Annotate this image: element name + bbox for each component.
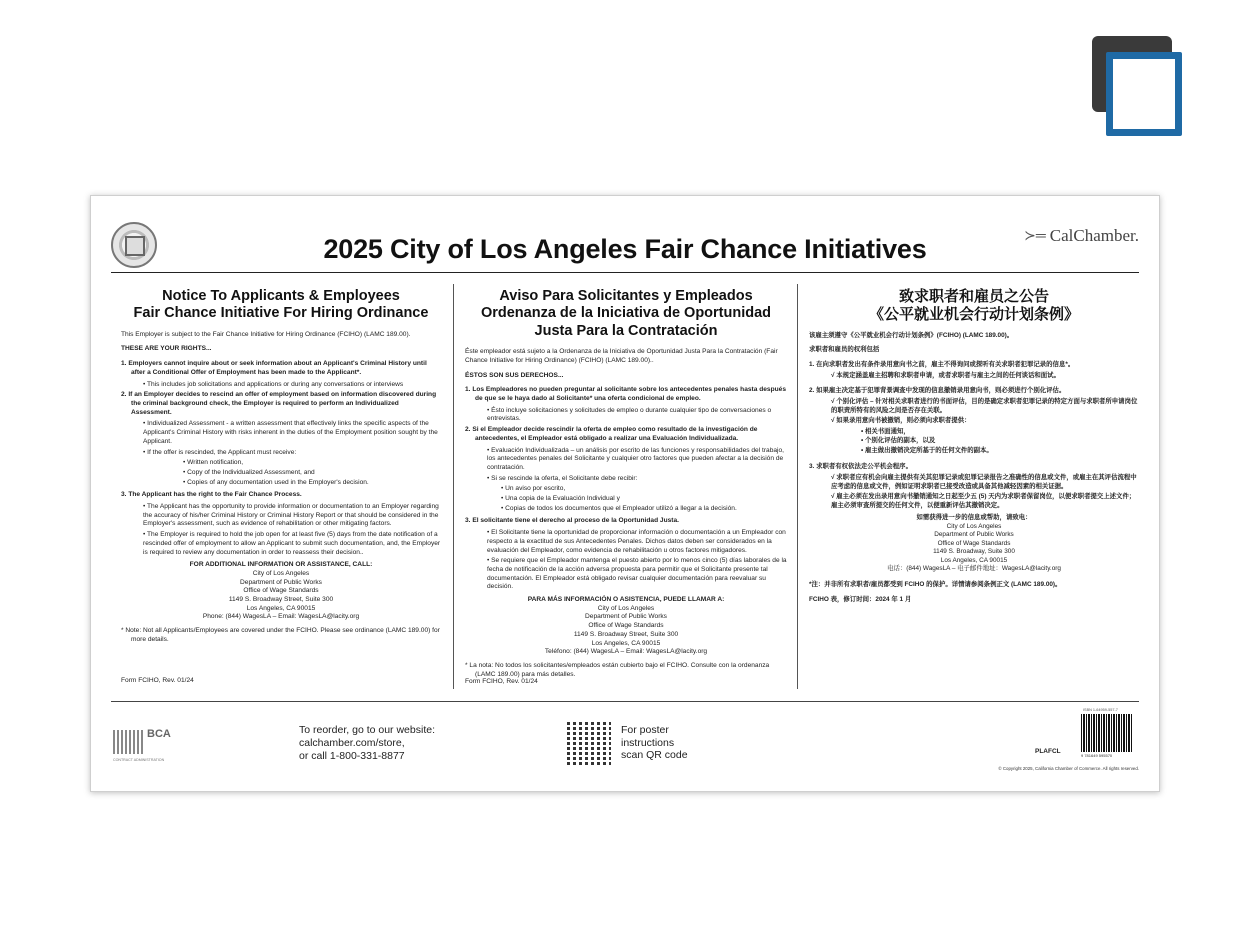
header-rule (111, 272, 1139, 273)
right-2b3: • Copies of any documentation used in the Employer's decision. (183, 478, 369, 486)
barcode-number: 9 781649 595570 (1081, 753, 1113, 758)
contact-line: 1149 S. Broadway, Suite 300 (933, 548, 1015, 556)
right-1: 1. Los Empleadores no pueden preguntar al solicitante sobre los antecedentes penales hasta después de que se le haya dado al Solicitante* una oferta condicional de empleo. (465, 386, 786, 402)
note: * Note: Not all Applicants/Employees are covered under the FCIHO. Please see ordinance (LAMC 189.00) for more details. (121, 627, 440, 643)
chinese-notice (809, 288, 1139, 688)
reorder-line: or call 1-800-331-8877 (299, 750, 405, 763)
calchamber-logo (1024, 226, 1139, 246)
intro: 该雇主须遵守《公平就业机会行动计划条例》(FCIHO) (LAMC 189.00)。 (809, 332, 1014, 339)
right-3: 3. The Applicant has the right to the Fair Chance Process. (121, 491, 302, 499)
right-2b2: • Una copia de la Evaluación Individual y (501, 495, 620, 503)
contact-line: Los Angeles, CA 90015 (591, 639, 661, 647)
product-code: PLAFCL (1035, 748, 1061, 755)
right-1a: • This includes job solicitations and applications or during any conversations or interviews (143, 380, 404, 388)
right-3: 3. El solicitante tiene el derecho al proceso de la Oportunidad Justa. (465, 517, 679, 525)
right-1a: • Ésto incluye solicitaciones y solicitudes de empleo o durante cualquier tipo de conversaciones o entrevistas. (487, 406, 772, 423)
bird-icon: ≻═ (1024, 228, 1046, 244)
contact-line: City of Los Angeles (597, 604, 655, 612)
note: * La nota: No todos los solicitantes/empleados están cubierto bajo el FCIHO. Consulte con la ordenanza (LAMC 189.00) para más detalles. (465, 661, 770, 678)
contact-line: Teléfono: (844) WagesLA – Email: WagesLA@lacity.org (544, 648, 708, 656)
right-2b: √ 如果录用意向书被撤销，则必须向求职者提供： (831, 417, 971, 425)
right-1a: √ 本规定涵盖雇主招聘和求职者申请，或者求职者与雇主之间的任何谈话和面试。 (831, 372, 1060, 380)
form-number: FCIHO 表，修订时间：2024 年 1 月 (809, 595, 912, 603)
spanish-title: Aviso Para Solicitantes y Empleados Ordenanza de la Iniciativa de Oportunidad Justa Para la Contratación (480, 288, 772, 339)
right-2a: √ 个别化评估 – 针对相关求职者进行的书面评估，目的是确定求职者犯罪记录的特定方面与求职者所申请岗位的职责所特有的风险之间是否存在关联。 (831, 398, 1138, 414)
contact-line: Department of Public Works (934, 531, 1014, 539)
right-2b2: • 个别化评估的副本，以及 (861, 437, 936, 445)
contact-line: 1149 S. Broadway Street, Suite 300 (573, 630, 679, 638)
right-2: 2. 如果雇主决定基于犯罪背景调查中发现的信息撤销录用意向书，则必须进行个别化评估。 (809, 386, 1066, 394)
poster-title: 2025 City of Los Angeles Fair Chance Initiatives (323, 234, 927, 264)
bca-building-icon (113, 730, 143, 754)
reorder-line: To reorder, go to our website: (299, 724, 435, 736)
right-2b3: • 雇主做出撤销决定所基于的任何文件的副本。 (861, 446, 993, 454)
qr-code-icon (567, 721, 611, 765)
right-3: 3. 求职者有权依法走公平机会程序。 (809, 462, 912, 470)
right-2: 2. If an Employer decides to rescind an offer of employment based on information discovered during the criminal background check, the Employer is required to perform an Individualized Assessment. (121, 391, 437, 416)
english-notice (121, 288, 441, 688)
barcode-icon (1081, 714, 1133, 752)
rights-heading: ÉSTOS SON SUS DERECHOS... (465, 371, 564, 379)
reorder-line: calchamber.com/store, (299, 737, 405, 750)
right-2b1: • Un aviso por escrito, (501, 485, 566, 493)
right-2b3: • Copias de todos los documentos que el Empleador utilizó a llegar a la decisión. (501, 504, 737, 512)
rights-heading: 求职者和雇员的权利包括 (809, 346, 880, 354)
brand-name: CalChamber. (1049, 226, 1139, 245)
contact-line: Office of Wage Standards (588, 622, 664, 630)
column-divider (453, 284, 454, 689)
right-3a: • El Solicitante tiene la oportunidad de proporcionar información o documentación a un Empleador con respecto a la exactitud de sus Antecedentes Penales. Dichos datos deben ser considerados en la evaluación del Empleador, como evidencia de rehabilitación u otros factores mitigadores. (487, 529, 786, 554)
qr-line: scan QR code (621, 749, 688, 762)
spanish-notice (465, 288, 787, 688)
english-title: Notice To Applicants & Employees Fair Chance Initiative For Hiring Ordinance (133, 288, 429, 322)
right-2b: • Si se rescinde la oferta, el Solicitante debe recibir: (487, 474, 638, 482)
contact-line: 1149 S. Broadway Street, Suite 300 (228, 596, 334, 604)
isbn: ISBN 1-64959-557-7 (1083, 708, 1118, 712)
bca-subtitle: CONTRACT ADMINISTRATION (113, 758, 165, 762)
poster-frame-logo (1092, 36, 1184, 136)
note: *注：并非所有求职者/雇员都受到 FCIHO 的保护。详情请参阅条例正文 (LAMC 189.00)。 (809, 581, 1062, 589)
contact-line: Phone: (844) WagesLA – Email: WagesLA@lacity.org (202, 613, 360, 621)
chinese-title: 致求职者和雇员之公告 《公平就业机会行动计划条例》 (868, 288, 1079, 323)
right-2a: • Individualized Assessment - a written assessment that effectively links the specific aspects of the Applicant's Criminal History with risks inherent in the duties of the Employment position sought by the Applicant. (143, 420, 438, 445)
right-3b: √ 雇主必须在发出录用意向书撤销通知之日起至少五 (5) 天内为求职者保留岗位，以便求职者提交上述文件；雇主必须审查所提交的任何文件，以便重新评估其撤销决定。 (831, 493, 1136, 509)
contact-line: Office of Wage Standards (243, 587, 319, 595)
bca-label: BCA (147, 728, 171, 740)
column-divider (797, 284, 798, 689)
right-2b1: • 相关书面通知， (861, 427, 910, 435)
contact-line: Office of Wage Standards (937, 539, 1011, 547)
qr-instructions (621, 724, 688, 762)
right-3b: • Se requiere que el Empleador mantenga el puesto abierto por lo menos cinco (5) días laborales de la fecha de notificación de la acción adversa propuesta para permitir que el Solicitante presente tal documentación. El Empleador está obligado revisar cualquier documentación para reevaluar su decisión. (487, 557, 787, 591)
contact-line: City of Los Angeles (252, 569, 310, 577)
right-1: 1. 在向求职者发出有条件录用意向书之前，雇主不得询问或探听有关求职者犯罪记录的信息*。 (809, 360, 1075, 368)
right-3a: √ 求职者应有机会向雇主提供有关其犯罪记录或犯罪记录报告之准确性的信息或文件，或雇主在其评估流程中应考虑的信息或文件，例如证明求职者已接受改造或具备其他减轻因素的相关证据。 (831, 474, 1137, 490)
qr-line: For poster (621, 724, 669, 736)
contact-line: City of Los Angeles (946, 522, 1002, 530)
reorder-info (299, 724, 435, 763)
right-1: 1. Employers cannot inquire about or seek information about an Applicant's Criminal History until after a Conditional Offer of Employment has been made to the Applicant*. (121, 360, 427, 376)
logo-front-square (1106, 52, 1182, 136)
form-number: Form FCIHO, Rev. 01/24 (121, 677, 194, 684)
right-3a: • The Applicant has the opportunity to provide information or documentation to an Employer regarding the accuracy of his/her Criminal History or Criminal History Report or that should be considered in the Employer's assessment, such as evidence of rehabilitation or other mitigating factors. (143, 503, 439, 528)
rights-heading: THESE ARE YOUR RIGHTS... (121, 345, 212, 353)
intro: Éste empleador está sujeto a la Ordenanza de la Iniciativa de Oportunidad Justa Para la Contratación (Fair Chance Initiative for Hiring Ordinance) (FCIHO) (LAMC 189.00).. (465, 348, 778, 364)
copyright: © Copyright 2025, California Chamber of Commerce. All rights reserved. (998, 766, 1139, 771)
contact-line: Los Angeles, CA 90015 (940, 556, 1008, 564)
intro: This Employer is subject to the Fair Chance Initiative for Hiring Ordinance (FCIHO) (LAMC 189.00). (121, 330, 411, 338)
bca-logo (113, 722, 177, 766)
right-2b2: • Copy of the Individualized Assessment, and (183, 468, 315, 476)
contact-heading: PARA MÁS INFORMACIÓN O ASISTENCIA, PUEDE LLAMAR A: (527, 596, 725, 604)
contact-heading: FOR ADDITIONAL INFORMATION OR ASSISTANCE, CALL: (189, 561, 373, 569)
footer-rule (111, 701, 1139, 702)
right-2b1: • Written notification, (183, 459, 244, 467)
qr-line: instructions (621, 736, 675, 749)
right-2: 2. Si el Empleador decide rescindir la oferta de empleo como resultado de la investigación de antecedentes, el Empleador está obligado a realizar una Evaluación Individualizada. (465, 426, 758, 442)
contact-line: Department of Public Works (240, 578, 322, 586)
form-number: Form FCIHO, Rev. 01/24 (465, 678, 538, 685)
right-2a: • Evaluación Individualizada – un análisis por escrito de las funciones y responsabilidades del trabajo, los antecedentes penales del Solicitante y cualquier otro factores que pueden afectar a la decisión de contratación. (487, 446, 785, 471)
contact-heading: 如需获得进一步的信息或帮助，请致电： (916, 514, 1032, 522)
contact-line: 电话：(844) WagesLA – 电子邮件地址：WagesLA@lacity.org (887, 564, 1061, 572)
right-2b: • If the offer is rescinded, the Applicant must receive: (143, 448, 297, 456)
contact-line: Department of Public Works (585, 613, 667, 621)
right-3b: • The Employer is required to hold the job open for at least five (5) days from the date notification of a rescinded offer of employment to allow an Applicant to submit such documentation, and, the Employer is required to review any documentation in order to reassess their decision.. (143, 531, 441, 556)
contact-line: Los Angeles, CA 90015 (246, 604, 316, 612)
poster (90, 195, 1160, 792)
